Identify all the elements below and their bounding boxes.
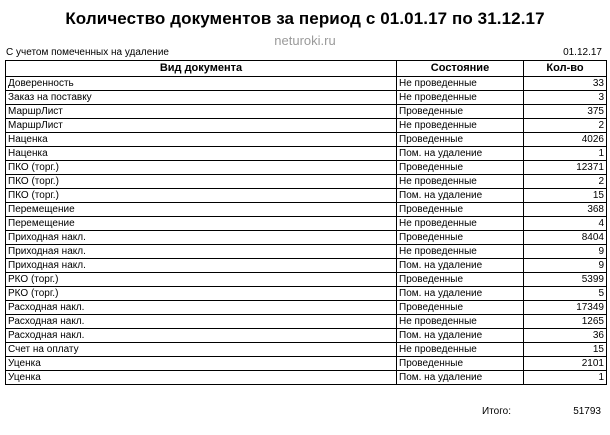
doc-type-cell: Уценка xyxy=(6,371,397,385)
documents-table xyxy=(5,60,607,385)
doc-type-cell: Уценка xyxy=(6,357,397,371)
count-cell: 4 xyxy=(524,217,607,231)
count-cell: 4026 xyxy=(524,133,607,147)
table-row xyxy=(6,133,607,147)
status-cell: Проведенные xyxy=(397,105,524,119)
table-row xyxy=(6,343,607,357)
table-row xyxy=(6,245,607,259)
total-row xyxy=(0,406,610,420)
status-cell: Не проведенные xyxy=(397,175,524,189)
table-row xyxy=(6,77,607,91)
column-header-count: Кол-во xyxy=(524,61,607,77)
count-cell: 1265 xyxy=(524,315,607,329)
status-cell: Не проведенные xyxy=(397,245,524,259)
print-date: 01.12.17 xyxy=(563,47,602,58)
doc-type-cell: Заказ на поставку xyxy=(6,91,397,105)
doc-type-cell: Приходная накл. xyxy=(6,245,397,259)
doc-type-cell: ПКО (торг.) xyxy=(6,189,397,203)
column-header-status: Состояние xyxy=(397,61,524,77)
table-row xyxy=(6,287,607,301)
doc-type-cell: Наценка xyxy=(6,147,397,161)
doc-type-cell: Расходная накл. xyxy=(6,315,397,329)
table-row xyxy=(6,231,607,245)
count-cell: 2 xyxy=(524,119,607,133)
status-cell: Не проведенные xyxy=(397,315,524,329)
doc-type-cell: МаршрЛист xyxy=(6,119,397,133)
doc-type-cell: Счет на оплату xyxy=(6,343,397,357)
watermark: neturoki.ru xyxy=(274,33,336,48)
count-cell: 9 xyxy=(524,259,607,273)
count-cell: 2101 xyxy=(524,357,607,371)
status-cell: Не проведенные xyxy=(397,343,524,357)
table-row xyxy=(6,217,607,231)
status-cell: Не проведенные xyxy=(397,217,524,231)
status-cell: Проведенные xyxy=(397,357,524,371)
count-cell: 368 xyxy=(524,203,607,217)
table-row xyxy=(6,161,607,175)
doc-type-cell: Перемещение xyxy=(6,203,397,217)
doc-type-cell: РКО (торг.) xyxy=(6,273,397,287)
status-cell: Не проведенные xyxy=(397,119,524,133)
doc-type-cell: ПКО (торг.) xyxy=(6,175,397,189)
table-body xyxy=(6,77,607,385)
doc-type-cell: Расходная накл. xyxy=(6,329,397,343)
status-cell: Пом. на удаление xyxy=(397,287,524,301)
status-cell: Проведенные xyxy=(397,161,524,175)
count-cell: 15 xyxy=(524,343,607,357)
filter-note: С учетом помеченных на удаление xyxy=(6,47,169,58)
table-row xyxy=(6,357,607,371)
count-cell: 5 xyxy=(524,287,607,301)
table-row xyxy=(6,259,607,273)
status-cell: Не проведенные xyxy=(397,91,524,105)
count-cell: 1 xyxy=(524,371,607,385)
status-cell: Пом. на удаление xyxy=(397,259,524,273)
report-title: Количество документов за период с 01.01.17 по 31.12.17 xyxy=(65,9,545,28)
count-cell: 1 xyxy=(524,147,607,161)
count-cell: 36 xyxy=(524,329,607,343)
status-cell: Пом. на удаление xyxy=(397,147,524,161)
count-cell: 9 xyxy=(524,245,607,259)
doc-type-cell: Перемещение xyxy=(6,217,397,231)
table-row xyxy=(6,315,607,329)
count-cell: 8404 xyxy=(524,231,607,245)
status-cell: Пом. на удаление xyxy=(397,371,524,385)
count-cell: 17349 xyxy=(524,301,607,315)
status-cell: Пом. на удаление xyxy=(397,329,524,343)
table-row xyxy=(6,203,607,217)
table-row xyxy=(6,189,607,203)
status-cell: Проведенные xyxy=(397,301,524,315)
doc-type-cell: Приходная накл. xyxy=(6,259,397,273)
status-cell: Проведенные xyxy=(397,273,524,287)
doc-type-cell: Расходная накл. xyxy=(6,301,397,315)
doc-type-cell: РКО (торг.) xyxy=(6,287,397,301)
count-cell: 15 xyxy=(524,189,607,203)
count-cell: 12371 xyxy=(524,161,607,175)
status-cell: Пом. на удаление xyxy=(397,189,524,203)
status-cell: Проведенные xyxy=(397,203,524,217)
count-cell: 375 xyxy=(524,105,607,119)
doc-type-cell: Доверенность xyxy=(6,77,397,91)
doc-type-cell: МаршрЛист xyxy=(6,105,397,119)
table-row xyxy=(6,273,607,287)
status-cell: Не проведенные xyxy=(397,77,524,91)
table-row xyxy=(6,301,607,315)
total-label: Итого: xyxy=(482,406,511,417)
count-cell: 33 xyxy=(524,77,607,91)
table-row xyxy=(6,105,607,119)
total-value: 51793 xyxy=(573,406,601,417)
count-cell: 5399 xyxy=(524,273,607,287)
doc-type-cell: Приходная накл. xyxy=(6,231,397,245)
table-row xyxy=(6,91,607,105)
count-cell: 3 xyxy=(524,91,607,105)
status-cell: Проведенные xyxy=(397,231,524,245)
table-row xyxy=(6,119,607,133)
doc-type-cell: ПКО (торг.) xyxy=(6,161,397,175)
doc-type-cell: Наценка xyxy=(6,133,397,147)
table-row xyxy=(6,175,607,189)
count-cell: 2 xyxy=(524,175,607,189)
table-row xyxy=(6,371,607,385)
column-header-doc-type: Вид документа xyxy=(6,61,397,77)
table-row xyxy=(6,147,607,161)
status-cell: Проведенные xyxy=(397,133,524,147)
table-header-row xyxy=(6,61,607,77)
table-row xyxy=(6,329,607,343)
